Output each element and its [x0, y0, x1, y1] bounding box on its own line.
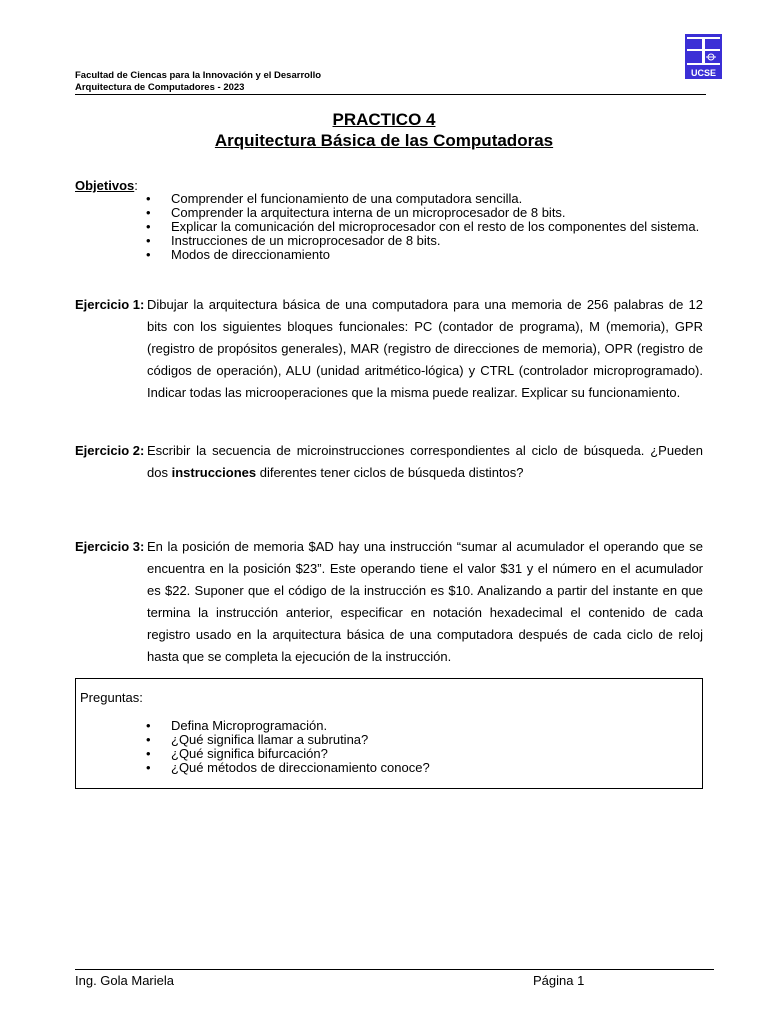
bullet-icon: •	[146, 233, 151, 248]
exercise-1	[75, 294, 703, 404]
bullet-icon: •	[146, 219, 151, 234]
bullet-icon: •	[146, 760, 151, 775]
exercise-text: Escribir la secuencia de microinstrucciones correspondientes al ciclo de búsqueda. ¿Pueden dos instrucciones diferentes tener ciclos de búsqueda distintos?	[147, 443, 703, 480]
list-item: • Explicar la comunicación del microprocesador con el resto de los componentes del sistema.	[146, 219, 700, 234]
list-item: • Instrucciones de un microprocesador de 8 bits.	[146, 233, 441, 248]
list-item: • ¿Qué significa llamar a subrutina?	[146, 732, 369, 747]
page-title: PRACTICO 4	[332, 110, 436, 129]
exercise-2	[75, 440, 703, 484]
document-header	[75, 70, 321, 94]
list-item: • Comprender el funcionamiento de una computadora sencilla.	[146, 191, 523, 206]
footer-author: Ing. Gola Mariela	[75, 973, 174, 988]
bullet-icon: •	[146, 191, 151, 206]
exercise-text: Dibujar la arquitectura básica de una computadora para una memoria de 256 palabras de 12 bits con los siguientes bloques funcionales: PC (contador de programa), M (memoria), GPR (registro de propósitos generales), MAR (registro de direcciones de memoria), OPR (registro de códigos de operación), ALU (unidad aritmético-lógica) y CTRL (controlador microprogramado). Indicar todas las microoperaciones que la misma puede realizar. Explicar su funcionamiento.	[147, 297, 703, 400]
bullet-icon: •	[146, 746, 151, 761]
faculty-name: Facultad de Ciencas para la Innovación y el Desarrollo	[75, 70, 322, 81]
questions-label: Preguntas:	[80, 690, 143, 705]
page-subtitle: Arquitectura Básica de las Computadoras	[214, 131, 554, 150]
footer-page-number: Página 1	[533, 973, 585, 988]
list-item: • Defina Microprogramación.	[146, 718, 328, 733]
logo-text: UCSE	[690, 68, 717, 78]
bullet-icon: •	[146, 205, 151, 220]
bullet-icon: •	[146, 732, 151, 747]
footer-divider	[75, 969, 714, 970]
course-name: Arquitectura de Computadores - 2023	[75, 82, 245, 93]
bullet-icon: •	[146, 247, 151, 262]
exercise-label: Ejercicio 1:	[75, 297, 145, 312]
exercise-label: Ejercicio 3:	[75, 539, 145, 554]
questions-list	[75, 719, 430, 775]
objectives-label: Objetivos:	[75, 178, 138, 193]
exercise-label: Ejercicio 2:	[75, 443, 145, 458]
bullet-icon: •	[146, 718, 151, 733]
list-item: • ¿Qué métodos de direccionamiento conoce?	[146, 760, 430, 775]
list-item: • ¿Qué significa bifurcación?	[146, 746, 328, 761]
exercise-text: En la posición de memoria $AD hay una instrucción “sumar al acumulador el operando que se encuentra en la posición $23”. Este operando tiene el valor $31 y el número en el acumulador es $22. Suponer que el código de la instrucción es $10. Analizando a partir del instante en que termina la instrucción anterior, especificar en notación hexadecimal el contenido de cada registro usado en la arquitectura básica de una computadora después de cada ciclo de reloj hasta que se completa la ejecución de la instrucción.	[147, 539, 703, 664]
objectives-list	[75, 192, 699, 262]
list-item: • Comprender la arquitectura interna de un microprocesador de 8 bits.	[146, 205, 566, 220]
list-item: • Modos de direccionamiento	[146, 247, 330, 262]
header-divider	[75, 94, 706, 95]
university-logo	[685, 34, 722, 79]
exercise-3	[75, 536, 703, 668]
